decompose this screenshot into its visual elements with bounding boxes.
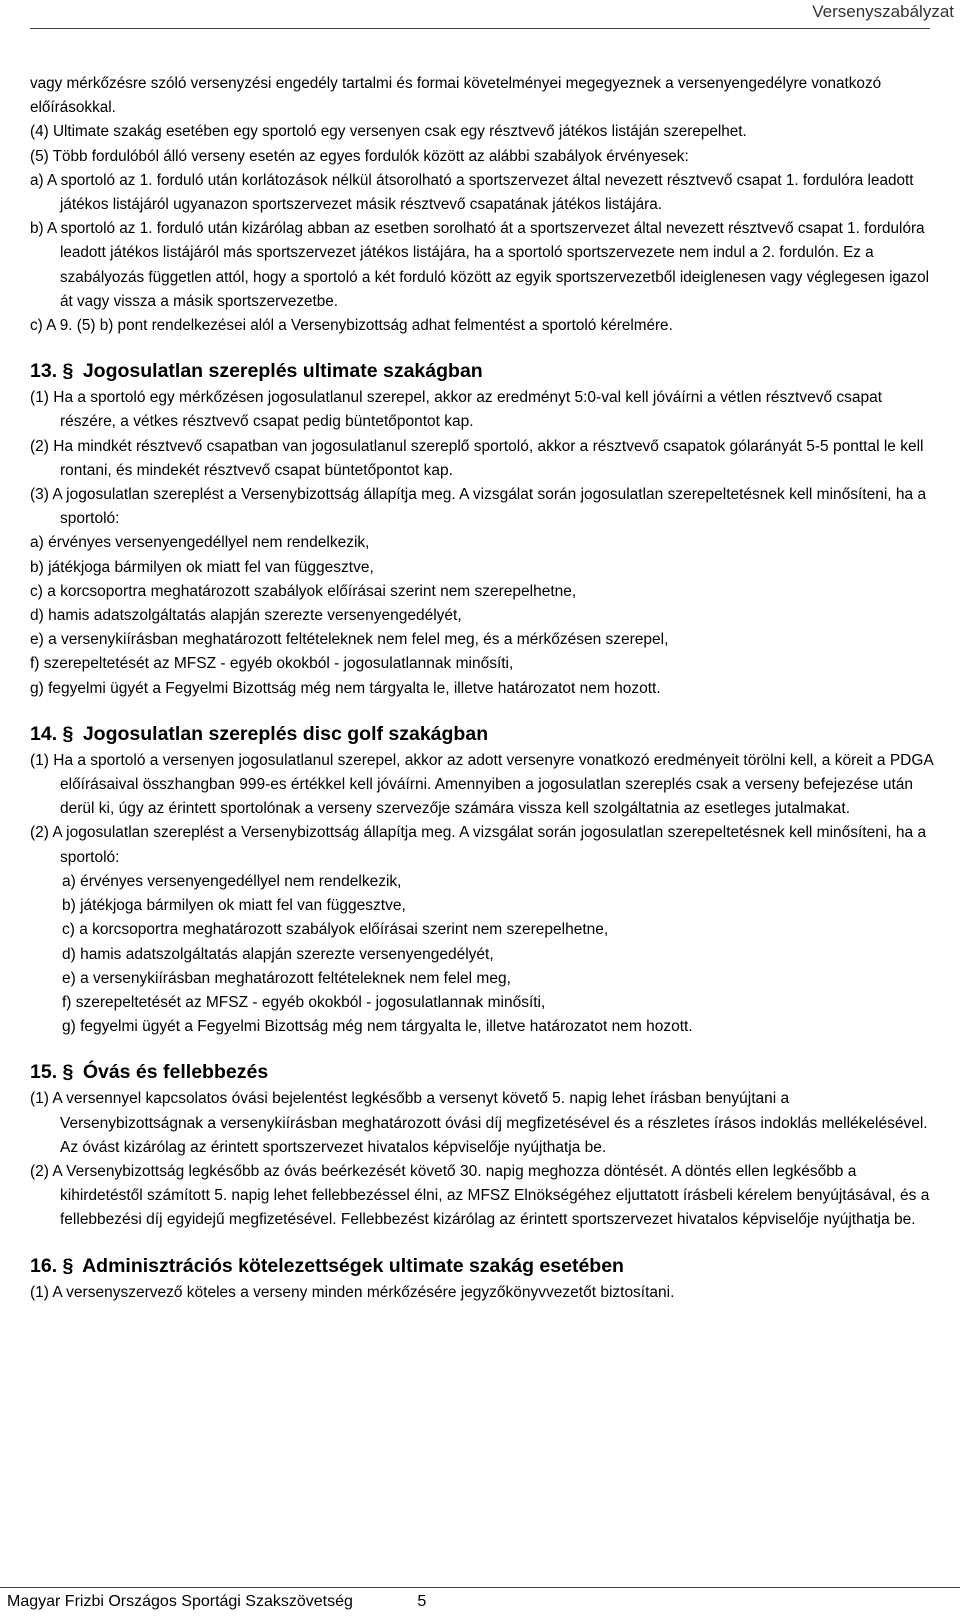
list-item: g) fegyelmi ügyét a Fegyelmi Bizottság még nem tárgyalta le, illetve határozatot nem hozott. <box>30 679 661 697</box>
section-13-heading <box>30 358 935 384</box>
list-item: c) a korcsoportra meghatározott szabályok előírásai szerint nem szerepelhetne, <box>30 582 577 600</box>
s16-paragraph-1: (1) A versenyszervező köteles a verseny minden mérkőzésére jegyzőkönyvvezetőt biztosítani. <box>30 1283 675 1301</box>
paragraph-4: (4) Ultimate szakág esetében egy sportoló egy versenyen csak egy résztvevő játékos listáján szerepelhet. <box>30 123 747 141</box>
section-title: Óvás és fellebbezés <box>82 1061 269 1084</box>
list-item-a: a) A sportoló az 1. forduló után korlátozások nélkül átsorolható a sportszervezet által nevezett résztvevő csapat 1. fordulóra leadott játékos listájáról ugyanazon sportszervezet másik résztvevő csapatának játékos listájára. <box>30 171 914 214</box>
section-16-heading <box>30 1253 935 1279</box>
footer-rule <box>0 1587 960 1588</box>
list-item: e) a versenykiírásban meghatározott feltételeknek nem felel meg, <box>62 969 511 987</box>
section-title: Adminisztrációs kötelezettségek ultimate szakág esetében <box>82 1254 624 1277</box>
page-footer <box>7 1593 426 1611</box>
section-number: 16. <box>30 1254 58 1277</box>
paragraph-5: (5) Több fordulóból álló verseny esetén az egyes fordulók között az alábbi szabályok érvényesek: <box>30 147 689 165</box>
section-symbol: § <box>62 722 74 745</box>
header-rule <box>30 28 930 29</box>
list-item: c) a korcsoportra meghatározott szabályok előírásai szerint nem szerepelhetne, <box>62 921 609 939</box>
section-title: Jogosulatlan szereplés ultimate szakágban <box>82 360 483 383</box>
section-symbol: § <box>62 1254 74 1277</box>
list-item: f) szerepeltetését az MFSZ - egyéb okokból - jogosulatlannak minősíti, <box>62 993 546 1011</box>
list-item: f) szerepeltetését az MFSZ - egyéb okokból - jogosulatlannak minősíti, <box>30 655 514 673</box>
s15-paragraph-2: (2) A Versenybizottság legkésőbb az óvás beérkezését követő 30. napig meghozza döntését. A döntés ellen legkésőbb a kihirdetéstől számított 5. napig lehet fellebbezéssel élni, az MFSZ Elnökségéhez eljuttatott írásbeli kérelem benyújtásával, és a fellebbezési díj egyidejű megfizetésével. Fellebbezést kizárólag az érintett sportszervezet hivatalos képviselője nyújthatja be. <box>30 1162 930 1229</box>
list-item: b) játékjoga bármilyen ok miatt fel van függesztve, <box>30 558 374 576</box>
s13-paragraph-2: (2) Ha mindkét résztvevő csapatban van jogosulatlanul szereplő sportoló, akkor a résztvevő csapatok gólarányát 5-5 ponttal le kell rontani, és mindekét résztvevő csapat büntetőpontot kap. <box>30 437 924 479</box>
list-item: d) hamis adatszolgáltatás alapján szerezte versenyengedélyét, <box>62 945 494 963</box>
footer-org: Magyar Frizbi Országos Sportági Szakszövetség <box>7 1593 353 1610</box>
section-symbol: § <box>62 1061 74 1084</box>
s13-paragraph-3: (3) A jogosulatlan szereplést a Versenybizottság állapítja meg. A vizsgálat során jogosulatlan szerepeltetésnek kell minősíteni, ha a sportoló: <box>30 486 927 528</box>
section-number: 14. <box>30 722 58 745</box>
list-item: d) hamis adatszolgáltatás alapján szerezte versenyengedélyét, <box>30 607 462 625</box>
list-item: a) érvényes versenyengedéllyel nem rendelkezik, <box>30 534 370 552</box>
page-body <box>30 72 935 1305</box>
section-number: 13. <box>30 360 58 383</box>
section-number: 15. <box>30 1061 58 1084</box>
s13-paragraph-1: (1) Ha a sportoló egy mérkőzésen jogosulatlanul szerepel, akkor az eredményt 5:0-val kell jóváírni a vétlen résztvevő csapat részére, a vétkes résztvevő csapat pedig büntetőpontot kap. <box>30 389 883 431</box>
list-item: g) fegyelmi ügyét a Fegyelmi Bizottság még nem tárgyalta le, illetve határozatot nem hozott. <box>62 1018 693 1036</box>
s15-paragraph-1: (1) A versennyel kapcsolatos óvási bejelentést legkésőbb a versenyt követő 5. napig lehet írásban benyújtani a Versenybizottságnak a versenykiírásban meghatározott óvási díj megfizetésével és a részletes írásos indoklás mellékelésével. Az óvást kizárólag az érintett sportszervezet hivatalos képviselője nyújthatja be. <box>30 1090 928 1156</box>
continued-paragraph: vagy mérkőzésre szóló versenyzési engedély tartalmi és formai követelményei megegyeznek a versenyengedélyre vonatkozó előírásokkal. <box>30 75 882 117</box>
list-item: b) játékjoga bármilyen ok miatt fel van függesztve, <box>62 897 406 915</box>
s14-paragraph-1: (1) Ha a sportoló a versenyen jogosulatlanul szerepel, akkor az adott versenyre vonatkozó eredményeit törölni kell, a köreit a PDGA előírásaival összhangban 999-es értékkel kell jóváírni. Amennyiben a jogosulatlan szereplés csak a verseny befejezése után derül ki, úgy az érintett sportolónak a verseny szervezője számára vissza kell szolgáltatnia az esetleges jutalmakat. <box>30 751 933 818</box>
section-15-heading <box>30 1059 935 1085</box>
list-item: a) érvényes versenyengedéllyel nem rendelkezik, <box>62 872 402 890</box>
list-item: e) a versenykiírásban meghatározott feltételeknek nem felel meg, és a mérkőzésen szerepel, <box>30 631 669 649</box>
s14-paragraph-2: (2) A jogosulatlan szereplést a Versenybizottság állapítja meg. A vizsgálat során jogosulatlan szerepeltetésnek kell minősíteni, ha a sportoló: <box>30 824 927 866</box>
list-item-b: b) A sportoló az 1. forduló után kizárólag abban az esetben sorolható át a sportszervezet által nevezett résztvevő csapat 1. fordulóra leadott játékos listájáról más sportszervezet játékos listájára, ha a sportoló sportszervezete nem indul a 2. fordulón. Ez a szabályozás független attól, hogy a sportoló a két forduló között az egyik sportszervezetből ideiglenesen vagy véglegesen igazol át vagy vissza a másik sportszervezetbe. <box>30 220 930 310</box>
section-title: Jogosulatlan szereplés disc golf szakágban <box>82 722 489 745</box>
list-item-c: c) A 9. (5) b) pont rendelkezései alól a Versenybizottság adhat felmentést a sportoló kérelmére. <box>30 317 673 335</box>
section-symbol: § <box>62 360 74 383</box>
page-number: 5 <box>417 1593 427 1610</box>
section-14-heading <box>30 721 935 747</box>
running-header: Versenyszabályzat <box>812 2 954 21</box>
